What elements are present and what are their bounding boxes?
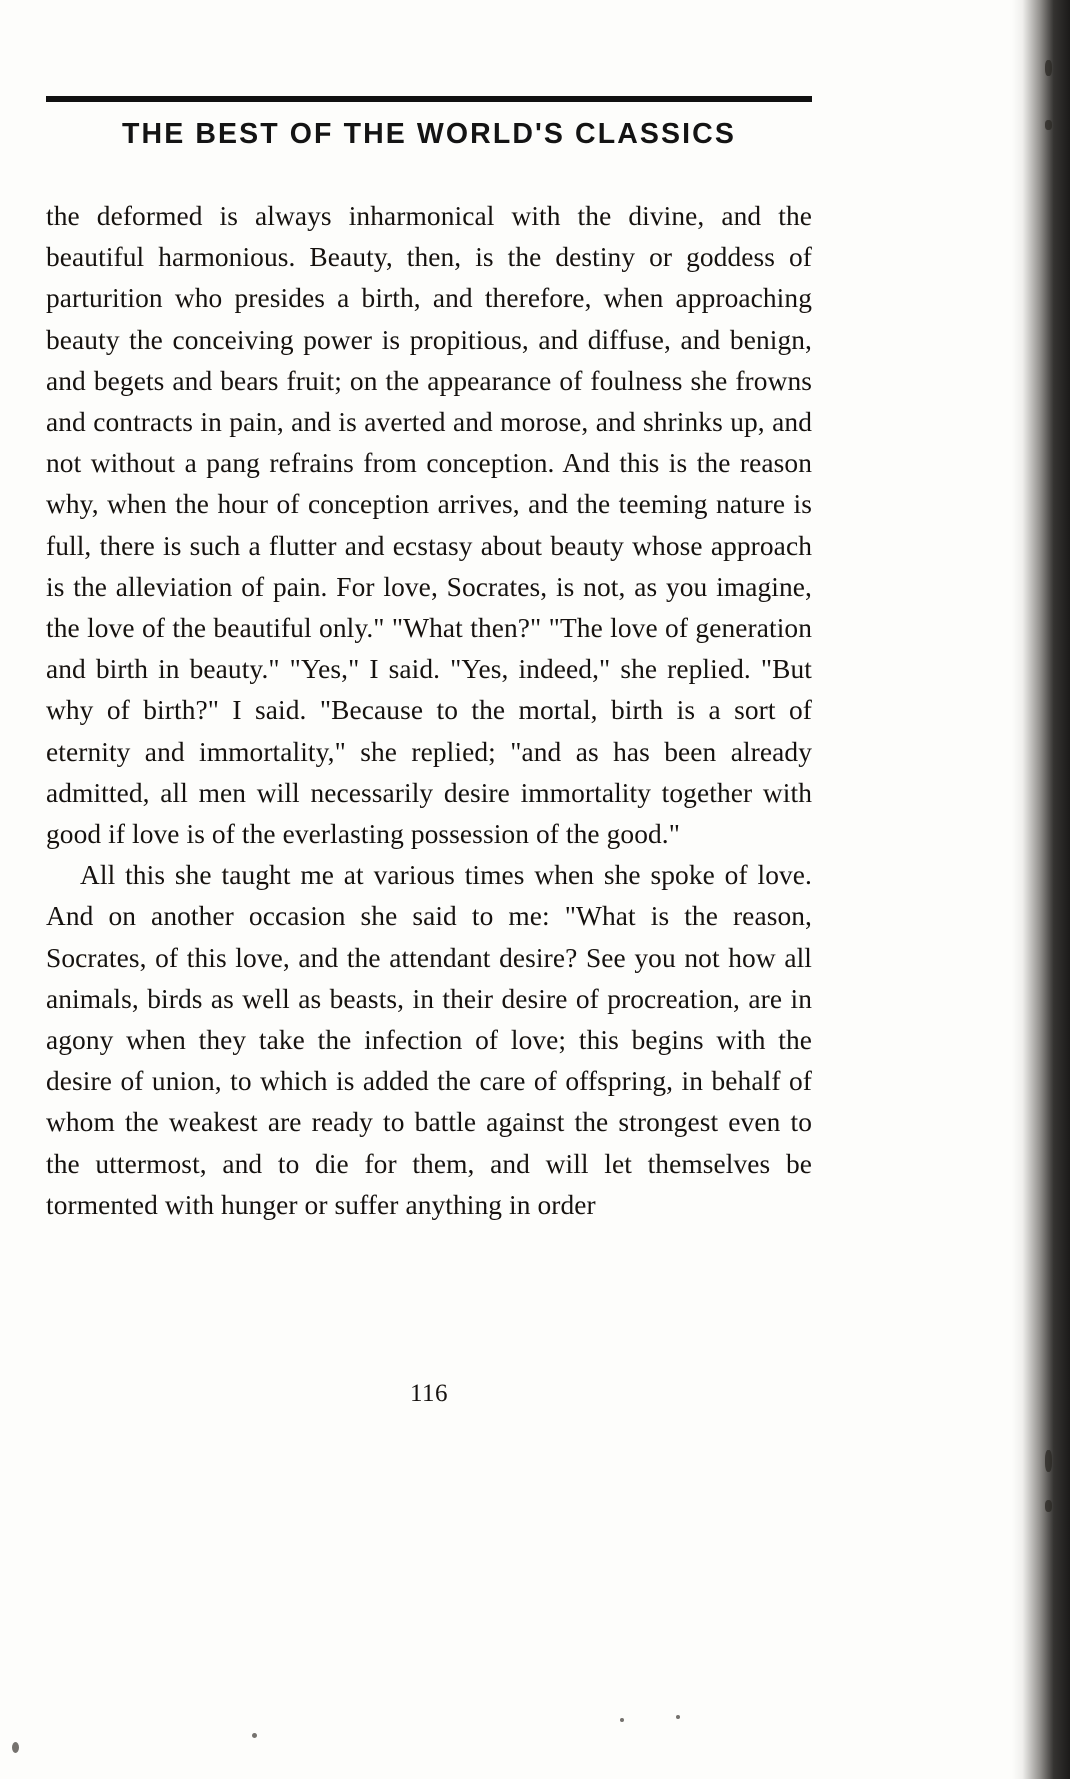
running-head: THE BEST OF THE WORLD'S CLASSICS bbox=[122, 118, 736, 150]
scan-speck bbox=[252, 1733, 257, 1738]
paragraph: the deformed is always inharmonical with the divine, and the beautiful harmonious. Beauty, then, is the destiny or goddess of parturition who presides a birth, and therefore, when approaching beauty the conceiving power is propitious, and diffuse, and benign, and begets and bears fruit; on the appearance of foulness she frowns and contracts in pain, and is averted and morose, and shrinks up, and not without a pang refrains from conception. And this is the reason why, when the hour of conception arrives, and the teeming nature is full, there is such a flutter and ecstasy about beauty whose approach is the alleviation of pain. For love, Socrates, is not, as you imagine, the love of the beautiful only." "What then?" "The love of generation and birth in beauty." "Yes," I said. "Yes, indeed," she replied. "But why of birth?" I said. "Because to the mortal, birth is a sort of eternity and immortality," she replied; "and as has been already admitted, all men will necessarily desire immortality together with good if love is of the everlasting possession of the good." bbox=[46, 201, 812, 850]
page-number: 116 bbox=[409, 1380, 449, 1407]
body-text bbox=[46, 196, 812, 1226]
paragraph: All this she taught me at various times when she spoke of love. And on another occasion she said to me: "What is the reason, Socrates, of this love, and the attendant desire? See you not how all animals, birds as well as beasts, in their desire of procreation, are in agony when they take the infection of love; this begins with the desire of union, to which is added the care of offspring, in behalf of whom the weakest are ready to battle against the strongest even to the uttermost, and to die for them, and will let themselves be tormented with hunger or suffer anything in order bbox=[46, 860, 812, 1220]
scan-speck bbox=[676, 1715, 680, 1719]
scan-speck bbox=[620, 1718, 624, 1722]
header-rule bbox=[46, 96, 812, 102]
page-content bbox=[46, 0, 816, 1779]
scan-speck bbox=[12, 1742, 19, 1753]
spine-shadow bbox=[1012, 0, 1070, 1779]
